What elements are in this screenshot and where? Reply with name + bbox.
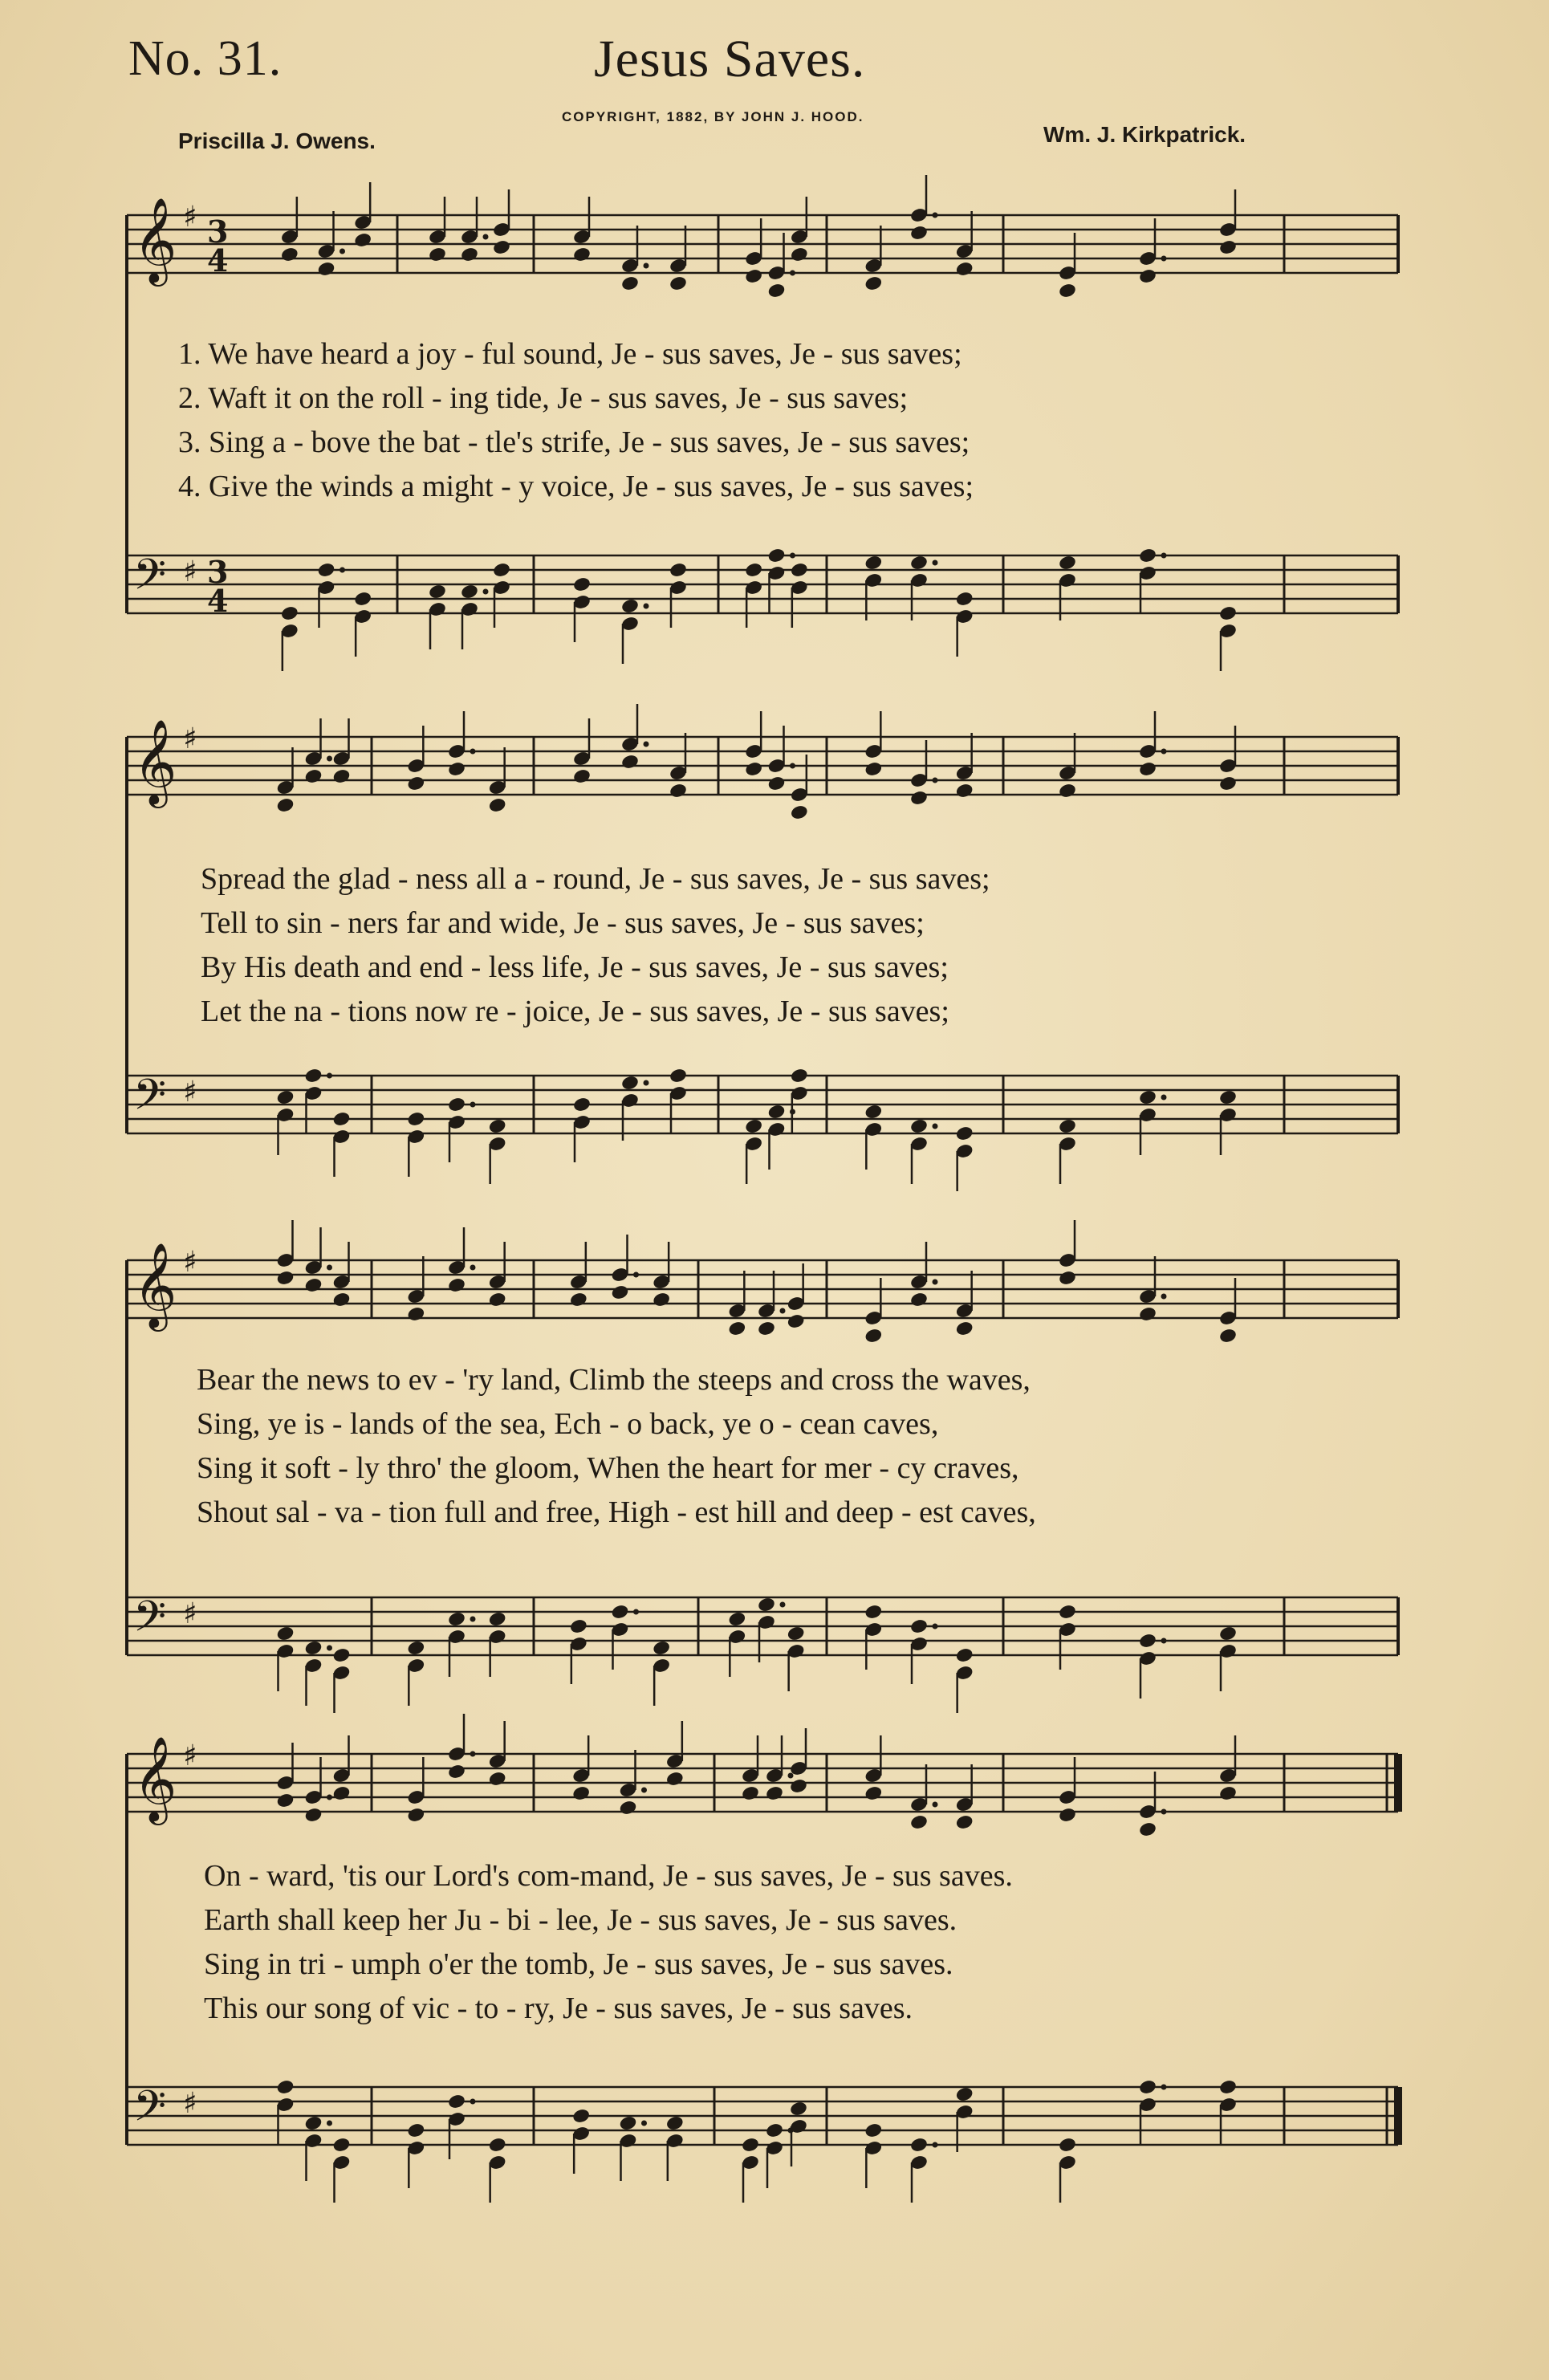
lyric-line-3-4: Shout sal - va - tion full and free, High - est hill and deep - est caves, [197, 1495, 1036, 1529]
dot [1161, 256, 1167, 262]
note-head [460, 584, 479, 600]
dot [641, 2121, 647, 2126]
note-head [620, 275, 640, 292]
note-head [757, 1597, 776, 1613]
note-head [620, 1075, 640, 1092]
note-head [1138, 547, 1157, 564]
note-head [611, 1284, 630, 1301]
key-signature-sharp: ♯ [183, 2087, 197, 2120]
dot [470, 1102, 476, 1108]
note-head [767, 547, 787, 564]
key-signature-sharp: ♯ [183, 1739, 197, 1772]
dot [327, 1265, 332, 1271]
note-head [909, 1814, 929, 1831]
lyric-line-4-1: On - ward, 'tis our Lord's com-mand, Je - sus saves, Je - sus saves. [204, 1859, 1013, 1893]
note-head [619, 2115, 638, 2132]
dot [644, 1080, 649, 1086]
note-head [353, 591, 372, 608]
note-head [790, 804, 809, 821]
dot [780, 1308, 786, 1314]
note-head [1058, 2137, 1077, 2154]
note-head [789, 2101, 808, 2118]
lyric-line-1-1: 1. We have heard a joy - ful sound, Je - sus saves, Je - sus saves; [178, 337, 962, 371]
note-head [276, 797, 295, 814]
note-head [332, 1111, 352, 1128]
note-head [652, 1292, 671, 1308]
note-head [1138, 1306, 1157, 1323]
treble-clef: 𝄞 [133, 1735, 177, 1821]
note-head [1218, 1785, 1238, 1802]
note-head [864, 1104, 883, 1121]
composer-credit: Wm. J. Kirkpatrick. [1043, 122, 1246, 147]
note-head [765, 2122, 784, 2139]
note-head [620, 754, 640, 771]
note-head [276, 1089, 295, 1106]
note-head [1218, 2079, 1238, 2096]
note-head [864, 761, 883, 778]
dot [327, 1073, 332, 1079]
note-head [447, 1277, 466, 1294]
note-head [1138, 1633, 1157, 1650]
note-head [1058, 1118, 1077, 1135]
note-head [1218, 1328, 1238, 1345]
lyric-line-2-3: By His death and end - less life, Je - sus saves, Je - sus saves; [201, 950, 949, 984]
note-head [955, 1647, 974, 1664]
dot [327, 756, 332, 762]
note-head [317, 261, 336, 278]
dot [1161, 1294, 1167, 1300]
note-head [492, 562, 511, 579]
note-head [276, 1625, 295, 1642]
note-head [492, 239, 511, 256]
note-head [767, 283, 787, 299]
time-signature-top: 3 [207, 554, 229, 590]
note-head [955, 2086, 974, 2103]
dot [339, 249, 345, 254]
bass-clef: 𝄢 [133, 1593, 167, 1652]
note-head [864, 275, 883, 292]
note-head [332, 2137, 352, 2154]
dot [339, 568, 345, 573]
lyric-line-1-4: 4. Give the winds a might - y voice, Je - sus saves, Je - sus saves; [178, 470, 974, 503]
dot [1161, 749, 1167, 755]
note-head [955, 783, 974, 799]
dot [1161, 1095, 1167, 1100]
key-signature-sharp: ♯ [183, 1076, 197, 1109]
lyric-line-1-2: 2. Waft it on the roll - ing tide, Je - sus saves, Je - sus saves; [178, 381, 909, 415]
treble-clef: 𝄞 [133, 1242, 177, 1328]
note-head [280, 246, 299, 263]
note-head [611, 1604, 630, 1621]
dot [470, 2099, 476, 2105]
note-head [669, 1068, 688, 1084]
key-signature-sharp: ♯ [183, 1246, 197, 1279]
note-head [406, 1640, 425, 1657]
dot [1161, 1809, 1167, 1815]
note-head [955, 1814, 974, 1831]
dot [641, 1788, 647, 1793]
bass-clef: 𝄢 [133, 1071, 167, 1130]
dot [933, 213, 938, 218]
note-head [1058, 1807, 1077, 1824]
dot [327, 2121, 332, 2126]
hymn-title: Jesus Saves. [594, 30, 866, 88]
dot [483, 234, 489, 240]
lyricist-credit: Priscilla J. Owens. [178, 128, 376, 153]
note-head [572, 576, 592, 593]
dot [933, 778, 938, 783]
lyric-line-2-1: Spread the glad - ness all a - round, Je - sus saves, Je - sus saves; [201, 862, 990, 896]
note-head [790, 246, 809, 263]
note-head [571, 1785, 591, 1802]
dot [790, 553, 795, 559]
note-head [665, 1771, 685, 1788]
note-head [488, 1771, 507, 1788]
note-head [789, 1778, 808, 1795]
system-3-lyrics [197, 1358, 1036, 1535]
note-head [447, 1096, 466, 1113]
note-head [406, 1111, 425, 1128]
note-head [669, 562, 688, 579]
treble-clef: 𝄞 [133, 718, 177, 804]
note-head [447, 1764, 466, 1780]
note-head [428, 584, 447, 600]
key-signature-sharp: ♯ [183, 1597, 197, 1630]
note-head [909, 2137, 929, 2154]
lyric-line-4-4: This our song of vic - to - ry, Je - sus saves, Je - sus saves. [204, 1991, 913, 2025]
hymn-number: No. 31. [128, 31, 283, 86]
note-head [955, 261, 974, 278]
note-head [1218, 239, 1238, 256]
note-head [955, 1125, 974, 1142]
dot [470, 749, 476, 755]
note-head [1058, 283, 1077, 299]
note-head [744, 761, 763, 778]
note-head [572, 246, 592, 263]
note-head [727, 1320, 746, 1337]
note-head [569, 1618, 588, 1635]
note-head [304, 1807, 323, 1824]
note-head [652, 1640, 671, 1657]
lyric-line-3-1: Bear the news to ev - 'ry land, Climb the steeps and cross the waves, [197, 1363, 1031, 1397]
note-head [280, 605, 299, 622]
time-signature-top: 3 [207, 214, 229, 250]
note-head [757, 1320, 776, 1337]
note-head [665, 2115, 685, 2132]
dot [470, 1617, 476, 1622]
note-head [428, 246, 447, 263]
note-head [332, 1292, 352, 1308]
note-head [955, 1320, 974, 1337]
note-head [669, 783, 688, 799]
note-head [460, 246, 479, 263]
dot [1161, 1638, 1167, 1644]
note-head [1138, 1089, 1157, 1106]
dot [483, 589, 489, 595]
note-head [406, 1807, 425, 1824]
dot [644, 263, 649, 269]
note-head [276, 1270, 295, 1287]
note-head [1218, 775, 1238, 792]
note-head [955, 591, 974, 608]
note-head [909, 1118, 929, 1135]
note-head [488, 797, 507, 814]
dot [327, 1646, 332, 1651]
note-head [488, 1118, 507, 1135]
note-head [488, 1292, 507, 1308]
dot [933, 1124, 938, 1129]
note-head [619, 1800, 638, 1817]
note-head [864, 1604, 883, 1621]
dot [1161, 2085, 1167, 2090]
note-head [909, 790, 929, 807]
dot [788, 1773, 794, 1779]
note-head [569, 1292, 588, 1308]
key-signature-sharp: ♯ [183, 201, 197, 234]
note-head [669, 275, 688, 292]
note-head [864, 1785, 883, 1802]
note-head [744, 268, 763, 285]
key-signature-sharp: ♯ [183, 722, 197, 755]
note-head [406, 1306, 425, 1323]
note-head [276, 2079, 295, 2096]
note-head [572, 1096, 592, 1113]
note-head [790, 562, 809, 579]
dot [780, 1602, 786, 1608]
lyric-line-3-2: Sing, ye is - lands of the sea, Ech - o back, ye o - cean caves, [197, 1407, 939, 1441]
note-head [1218, 1089, 1238, 1106]
dot [1161, 553, 1167, 559]
dot [933, 1624, 938, 1629]
note-head [787, 1313, 806, 1330]
note-head [571, 2108, 591, 2125]
dot [633, 1272, 639, 1278]
note-head [488, 2137, 507, 2154]
dot [633, 1609, 639, 1615]
note-head [765, 1785, 784, 1802]
note-head [317, 562, 336, 579]
note-head [1138, 1821, 1157, 1838]
note-head [304, 1640, 323, 1657]
note-head [741, 1785, 760, 1802]
system-1-lyrics [178, 332, 974, 509]
note-head [447, 1611, 466, 1628]
note-head [332, 1785, 352, 1802]
lyric-line-4-3: Sing in tri - umph o'er the tomb, Je - sus saves, Je - sus saves. [204, 1947, 953, 1981]
note-head [447, 2093, 466, 2110]
note-head [1138, 2079, 1157, 2096]
note-head [909, 555, 929, 572]
note-head [864, 1328, 883, 1345]
time-signature-bottom: 4 [207, 583, 229, 619]
note-head [620, 598, 640, 615]
note-head [304, 1068, 323, 1084]
lyric-line-2-4: Let the na - tions now re - joice, Je - sus saves, Je - sus saves; [201, 995, 949, 1028]
note-head [1058, 1604, 1077, 1621]
note-head [332, 1647, 352, 1664]
note-head [1138, 761, 1157, 778]
note-head [304, 768, 323, 785]
note-head [909, 1292, 929, 1308]
note-head [304, 1277, 323, 1294]
note-head [744, 1118, 763, 1135]
note-head [1058, 783, 1077, 799]
dot [790, 763, 795, 769]
note-head [353, 232, 372, 249]
system-4-lyrics [204, 1854, 1013, 2031]
note-head [909, 225, 929, 242]
note-head [790, 1068, 809, 1084]
dot [327, 1795, 332, 1800]
note-head [488, 1611, 507, 1628]
dot [470, 1265, 476, 1271]
note-head [1058, 555, 1077, 572]
note-head [276, 1792, 295, 1809]
dot [644, 604, 649, 609]
lyric-line-1-3: 3. Sing a - bove the bat - tle's strife, Je - sus saves, Je - sus saves; [178, 425, 970, 459]
note-head [744, 562, 763, 579]
dot [644, 742, 649, 747]
dot [933, 560, 938, 566]
dot [790, 271, 795, 276]
note-head [767, 775, 787, 792]
time-signature-bottom: 4 [207, 242, 229, 279]
dot [933, 2142, 938, 2148]
dot [933, 1280, 938, 1285]
note-head [727, 1611, 746, 1628]
lyric-line-4-2: Earth shall keep her Ju - bi - lee, Je - sus saves, Je - sus saves. [204, 1903, 957, 1937]
note-head [447, 761, 466, 778]
treble-clef: 𝄞 [133, 197, 177, 283]
lyric-line-2-2: Tell to sin - ners far and wide, Je - sus saves, Je - sus saves; [201, 906, 925, 940]
system-2-lyrics [201, 857, 990, 1034]
note-head [909, 1618, 929, 1635]
note-head [332, 768, 352, 785]
note-head [787, 1625, 806, 1642]
note-head [406, 2122, 425, 2139]
key-signature-sharp: ♯ [183, 555, 197, 588]
note-head [406, 775, 425, 792]
note-head [1218, 605, 1238, 622]
note-head [1138, 268, 1157, 285]
copyright-notice: COPYRIGHT, 1882, BY JOHN J. HOOD. [562, 109, 864, 124]
dot [933, 1802, 938, 1808]
bass-clef: 𝄢 [133, 2082, 167, 2142]
note-head [1218, 1625, 1238, 1642]
dot [470, 1751, 476, 1757]
note-head [741, 2137, 760, 2154]
note-head [767, 1104, 787, 1121]
note-head [1058, 1270, 1077, 1287]
note-head [864, 2122, 883, 2139]
note-head [864, 555, 883, 572]
note-head [572, 768, 592, 785]
lyric-line-3-3: Sing it soft - ly thro' the gloom, When the heart for mer - cy craves, [197, 1451, 1019, 1485]
note-head [304, 2115, 323, 2132]
bass-clef: 𝄢 [133, 551, 167, 610]
